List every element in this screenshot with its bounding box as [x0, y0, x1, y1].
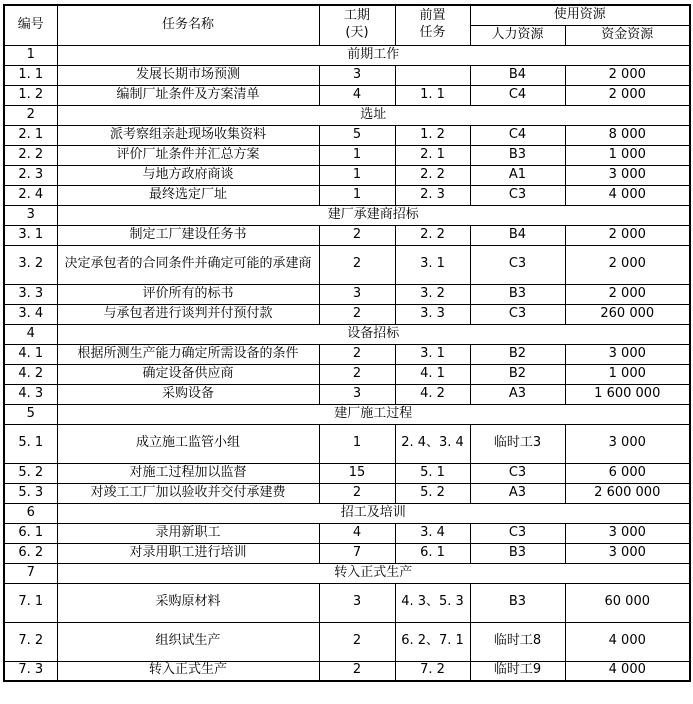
hr-resource-cell: 临时工9: [470, 661, 565, 681]
predecessor-cell: 3. 1: [395, 344, 470, 364]
fund-resource-cell: 2 000: [565, 85, 690, 105]
hr-resource-cell: 临时工3: [470, 424, 565, 463]
fund-resource-cell: 6 000: [565, 463, 690, 483]
section-id-cell: 6: [4, 503, 57, 523]
column-header-predecessor: [395, 5, 470, 45]
fund-resource-cell: 60 000: [565, 583, 690, 622]
task-row: [4, 583, 690, 622]
predecessor-cell: 3. 4: [395, 523, 470, 543]
task-row: [4, 145, 690, 165]
section-title-cell: 招工及培训: [57, 503, 690, 523]
task-row: [4, 364, 690, 384]
task-row: [4, 483, 690, 503]
section-id-cell: 2: [4, 105, 57, 125]
fund-resource-cell: 2 000: [565, 225, 690, 245]
task-row: [4, 661, 690, 681]
task-row: [4, 344, 690, 364]
task-row: [4, 245, 690, 284]
fund-resource-cell: 3 000: [565, 523, 690, 543]
task-name-cell: 转入正式生产: [57, 661, 319, 681]
duration-cell: 2: [319, 225, 395, 245]
predecessor-header-line1: 前置: [419, 8, 446, 24]
duration-cell: 2: [319, 483, 395, 503]
section-row: [4, 45, 690, 65]
fund-resource-cell: 3 000: [565, 165, 690, 185]
task-name-cell: 派考察组亲赴现场收集资料: [57, 125, 319, 145]
duration-cell: 1: [319, 145, 395, 165]
task-name-cell: 采购原材料: [57, 583, 319, 622]
predecessor-cell: 6. 1: [395, 543, 470, 563]
predecessor-cell: 2. 2: [395, 165, 470, 185]
task-id-cell: 4. 1: [4, 344, 57, 364]
predecessor-cell: 7. 2: [395, 661, 470, 681]
hr-resource-cell: A3: [470, 384, 565, 404]
task-row: [4, 85, 690, 105]
task-id-cell: 2. 3: [4, 165, 57, 185]
section-row: [4, 563, 690, 583]
fund-resource-cell: 260 000: [565, 304, 690, 324]
task-row: [4, 543, 690, 563]
fund-resource-cell: 2 000: [565, 65, 690, 85]
task-id-cell: 4. 3: [4, 384, 57, 404]
project-task-table: [3, 4, 691, 682]
task-name-cell: 对施工过程加以监督: [57, 463, 319, 483]
fund-resource-cell: 2 600 000: [565, 483, 690, 503]
task-row: [4, 523, 690, 543]
fund-resource-cell: 3 000: [565, 424, 690, 463]
predecessor-cell: 1. 2: [395, 125, 470, 145]
task-name-cell: 与承包者进行谈判并付预付款: [57, 304, 319, 324]
duration-cell: 7: [319, 543, 395, 563]
hr-resource-cell: C3: [470, 304, 565, 324]
task-id-cell: 3. 4: [4, 304, 57, 324]
section-row: [4, 205, 690, 225]
predecessor-cell: 2. 3: [395, 185, 470, 205]
task-row: [4, 225, 690, 245]
task-id-cell: 6. 2: [4, 543, 57, 563]
predecessor-cell: 6. 2、7. 1: [395, 622, 470, 661]
fund-resource-cell: 2 000: [565, 284, 690, 304]
section-title-cell: 建厂承建商招标: [57, 205, 690, 225]
fund-resource-cell: 3 000: [565, 344, 690, 364]
column-header-duration: [319, 5, 395, 45]
duration-cell: 1: [319, 165, 395, 185]
duration-cell: 2: [319, 622, 395, 661]
duration-cell: 2: [319, 245, 395, 284]
section-row: [4, 404, 690, 424]
predecessor-cell: 4. 1: [395, 364, 470, 384]
task-name-cell: 发展长期市场预测: [57, 65, 319, 85]
fund-resource-cell: 1 600 000: [565, 384, 690, 404]
task-name-cell: 决定承包者的合同条件并确定可能的承建商: [57, 245, 319, 284]
section-title-cell: 选址: [57, 105, 690, 125]
hr-resource-cell: 临时工8: [470, 622, 565, 661]
section-id-cell: 5: [4, 404, 57, 424]
predecessor-cell: 2. 1: [395, 145, 470, 165]
duration-cell: 3: [319, 284, 395, 304]
task-name-cell: 编制厂址条件及方案清单: [57, 85, 319, 105]
section-title-cell: 前期工作: [57, 45, 690, 65]
section-id-cell: 4: [4, 324, 57, 344]
task-name-cell: 采购设备: [57, 384, 319, 404]
hr-resource-cell: B3: [470, 145, 565, 165]
fund-resource-cell: 1 000: [565, 364, 690, 384]
hr-resource-cell: B4: [470, 65, 565, 85]
task-row: [4, 125, 690, 145]
task-row: [4, 304, 690, 324]
hr-resource-cell: C4: [470, 125, 565, 145]
predecessor-cell: 3. 3: [395, 304, 470, 324]
task-row: [4, 165, 690, 185]
task-id-cell: 3. 3: [4, 284, 57, 304]
hr-resource-cell: A3: [470, 483, 565, 503]
task-id-cell: 7. 1: [4, 583, 57, 622]
fund-resource-cell: 8 000: [565, 125, 690, 145]
task-name-cell: 成立施工监管小组: [57, 424, 319, 463]
hr-resource-cell: C3: [470, 523, 565, 543]
predecessor-cell: 5. 2: [395, 483, 470, 503]
task-id-cell: 1. 2: [4, 85, 57, 105]
fund-resource-cell: 4 000: [565, 661, 690, 681]
duration-cell: 2: [319, 364, 395, 384]
duration-cell: 3: [319, 384, 395, 404]
task-id-cell: 2. 4: [4, 185, 57, 205]
task-row: [4, 622, 690, 661]
task-row: [4, 65, 690, 85]
column-header-id: 编号: [4, 5, 57, 45]
hr-resource-cell: B3: [470, 583, 565, 622]
hr-resource-cell: C3: [470, 463, 565, 483]
duration-cell: 3: [319, 65, 395, 85]
task-id-cell: 6. 1: [4, 523, 57, 543]
task-id-cell: 4. 2: [4, 364, 57, 384]
fund-resource-cell: 2 000: [565, 245, 690, 284]
duration-cell: 4: [319, 85, 395, 105]
task-name-cell: 组织试生产: [57, 622, 319, 661]
duration-header-line2: (天): [345, 25, 369, 41]
predecessor-cell: 3. 1: [395, 245, 470, 284]
section-title-cell: 转入正式生产: [57, 563, 690, 583]
fund-resource-cell: 4 000: [565, 622, 690, 661]
task-row: [4, 463, 690, 483]
duration-cell: 2: [319, 344, 395, 364]
fund-resource-cell: 3 000: [565, 543, 690, 563]
section-row: [4, 503, 690, 523]
duration-cell: 2: [319, 661, 395, 681]
predecessor-cell: 4. 2: [395, 384, 470, 404]
section-id-cell: 1: [4, 45, 57, 65]
hr-resource-cell: A1: [470, 165, 565, 185]
column-header-hr-resource: 人力资源: [470, 25, 565, 45]
task-row: [4, 185, 690, 205]
hr-resource-cell: C3: [470, 185, 565, 205]
column-header-task-name: 任务名称: [57, 5, 319, 45]
task-id-cell: 2. 1: [4, 125, 57, 145]
task-id-cell: 5. 2: [4, 463, 57, 483]
task-row: [4, 284, 690, 304]
duration-cell: 5: [319, 125, 395, 145]
hr-resource-cell: C4: [470, 85, 565, 105]
task-id-cell: 3. 2: [4, 245, 57, 284]
task-name-cell: 根据所测生产能力确定所需设备的条件: [57, 344, 319, 364]
hr-resource-cell: B4: [470, 225, 565, 245]
task-name-cell: 确定设备供应商: [57, 364, 319, 384]
hr-resource-cell: B2: [470, 344, 565, 364]
predecessor-cell: 4. 3、5. 3: [395, 583, 470, 622]
task-id-cell: 2. 2: [4, 145, 57, 165]
task-name-cell: 制定工厂建设任务书: [57, 225, 319, 245]
duration-cell: 4: [319, 523, 395, 543]
task-name-cell: 评价厂址条件并汇总方案: [57, 145, 319, 165]
duration-header-line1: 工期: [343, 8, 370, 24]
section-title-cell: 建厂施工过程: [57, 404, 690, 424]
section-row: [4, 324, 690, 344]
duration-cell: 1: [319, 185, 395, 205]
predecessor-header-line2: 任务: [419, 25, 446, 41]
task-name-cell: 评价所有的标书: [57, 284, 319, 304]
hr-resource-cell: B3: [470, 543, 565, 563]
hr-resource-cell: B2: [470, 364, 565, 384]
column-header-fund-resource: 资金资源: [565, 25, 690, 45]
task-row: [4, 424, 690, 463]
fund-resource-cell: 4 000: [565, 185, 690, 205]
task-name-cell: 与地方政府商谈: [57, 165, 319, 185]
predecessor-cell: 1. 1: [395, 85, 470, 105]
header-row-1: [4, 5, 690, 25]
section-id-cell: 3: [4, 205, 57, 225]
section-row: [4, 105, 690, 125]
task-name-cell: 最终选定厂址: [57, 185, 319, 205]
fund-resource-cell: 1 000: [565, 145, 690, 165]
task-row: [4, 384, 690, 404]
section-title-cell: 设备招标: [57, 324, 690, 344]
task-id-cell: 7. 3: [4, 661, 57, 681]
predecessor-cell: 2. 2: [395, 225, 470, 245]
predecessor-cell: [395, 65, 470, 85]
task-id-cell: 3. 1: [4, 225, 57, 245]
predecessor-cell: 3. 2: [395, 284, 470, 304]
task-id-cell: 1. 1: [4, 65, 57, 85]
hr-resource-cell: B3: [470, 284, 565, 304]
column-header-resources: 使用资源: [470, 5, 690, 25]
duration-cell: 3: [319, 583, 395, 622]
predecessor-cell: 2. 4、3. 4: [395, 424, 470, 463]
task-id-cell: 7. 2: [4, 622, 57, 661]
duration-cell: 1: [319, 424, 395, 463]
duration-cell: 2: [319, 304, 395, 324]
task-id-cell: 5. 3: [4, 483, 57, 503]
hr-resource-cell: C3: [470, 245, 565, 284]
section-id-cell: 7: [4, 563, 57, 583]
task-name-cell: 对竣工工厂加以验收并交付承建费: [57, 483, 319, 503]
duration-cell: 15: [319, 463, 395, 483]
predecessor-cell: 5. 1: [395, 463, 470, 483]
task-id-cell: 5. 1: [4, 424, 57, 463]
task-name-cell: 录用新职工: [57, 523, 319, 543]
task-name-cell: 对录用职工进行培训: [57, 543, 319, 563]
